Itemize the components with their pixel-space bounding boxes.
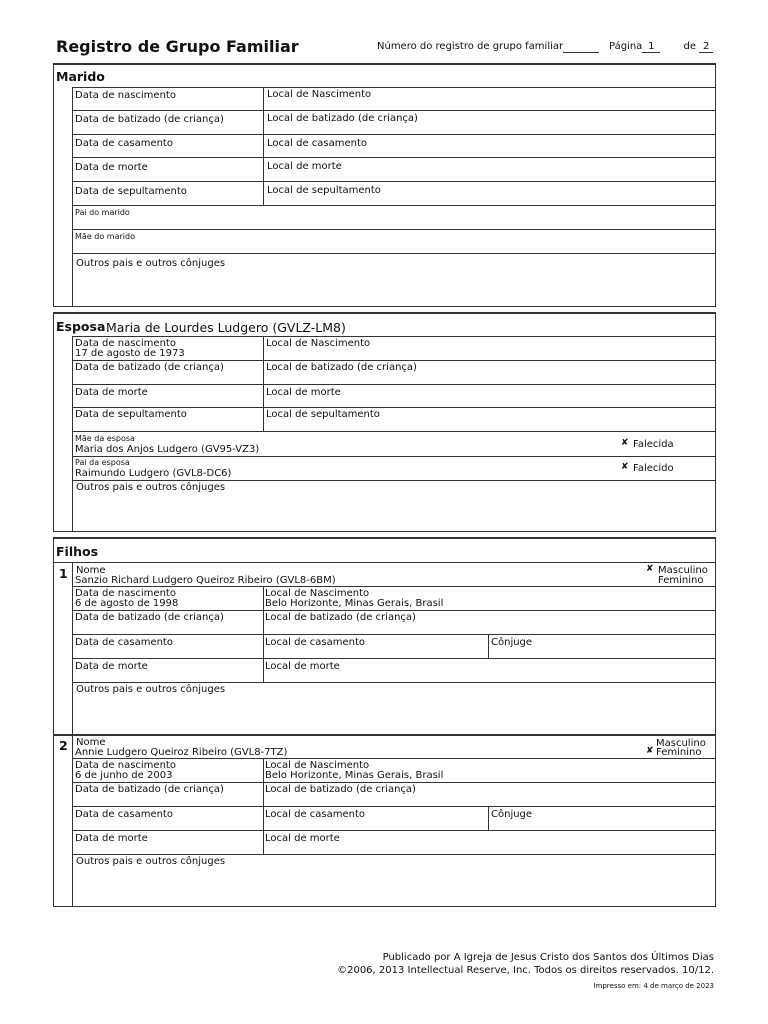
child-number: 1 (59, 566, 68, 581)
record-number-field (377, 41, 599, 53)
wife-birth-place[interactable]: Local de Nascimento (266, 338, 371, 349)
child-name[interactable]: Annie Ludgero Queiroz Ribeiro (GVL8-7TZ) (75, 747, 288, 758)
child-birth-date-label: Data de nascimento (75, 760, 176, 771)
child-death-date[interactable]: Data de morte (75, 833, 148, 844)
sex-check-icon[interactable]: ✘ (646, 746, 654, 756)
child-death-place[interactable]: Local de morte (265, 661, 340, 672)
child-number: 2 (59, 738, 68, 753)
child-birth-date-label: Data de nascimento (75, 588, 176, 599)
child-marriage-place[interactable]: Local de casamento (265, 809, 366, 820)
wife-baptism-date[interactable]: Data de batizado (de criança) (75, 362, 224, 373)
child-birth-date[interactable]: 6 de agosto de 1998 (75, 598, 179, 609)
child-birth-place[interactable]: Belo Horizonte, Minas Gerais, Brasil (265, 770, 444, 781)
child-name[interactable]: Sanzio Richard Ludgero Queiroz Ribeiro (GVL8-6BM) (75, 575, 336, 586)
wife-death-date[interactable]: Data de morte (75, 387, 148, 398)
child-name-label: Nome (76, 737, 106, 748)
wife-name[interactable]: Maria de Lourdes Ludgero (GVLZ-LM8) (106, 320, 346, 335)
record-number-label: Número do registro de grupo familiar (377, 41, 564, 52)
child-birth-place-label: Local de Nascimento (265, 588, 370, 599)
husband-baptism-place[interactable]: Local de batizado (de criança) (267, 113, 418, 124)
husband-burial-place[interactable]: Local de sepultamento (267, 185, 381, 196)
child-death-date[interactable]: Data de morte (75, 661, 148, 672)
wife-father-status: Falecido (633, 463, 674, 474)
husband-birth-date[interactable]: Data de nascimento (75, 90, 176, 101)
husband-burial-date[interactable]: Data de sepultamento (75, 186, 187, 197)
wife-mother[interactable]: Maria dos Anjos Ludgero (GV95-VZ3) (75, 444, 260, 455)
wife-baptism-place[interactable]: Local de batizado (de criança) (266, 362, 417, 373)
child-marriage-date[interactable]: Data de casamento (75, 809, 173, 820)
child-other-parents[interactable]: Outros pais e outros cônjuges (76, 684, 226, 695)
child-birth-place[interactable]: Belo Horizonte, Minas Gerais, Brasil (265, 598, 444, 609)
husband-birth-place[interactable]: Local de Nascimento (267, 89, 372, 100)
wife-birth-date-label: Data de nascimento (75, 338, 176, 349)
child-spouse[interactable]: Cônjuge (491, 637, 533, 648)
child-female[interactable]: Feminino (658, 575, 704, 586)
wife-other-parents[interactable]: Outros pais e outros cônjuges (76, 482, 226, 493)
husband-mother[interactable]: Mãe do marido (75, 232, 135, 241)
child-marriage-date[interactable]: Data de casamento (75, 637, 173, 648)
child-death-place[interactable]: Local de morte (265, 833, 340, 844)
wife-father[interactable]: Raimundo Ludgero (GVL8-DC6) (75, 468, 232, 479)
child-birth-date[interactable]: 6 de junho de 2003 (75, 770, 173, 781)
footer-copyright: ©2006, 2013 Intellectual Reserve, Inc. Todos os direitos reservados. 10/12. (337, 965, 714, 976)
wife-mother-status: Falecida (633, 439, 674, 450)
deceased-check-icon[interactable]: ✘ (621, 438, 629, 448)
husband-father[interactable]: Pai do marido (75, 208, 130, 217)
wife-birth-date[interactable]: 17 de agosto de 1973 (75, 348, 185, 359)
page-indicator (609, 41, 713, 53)
child-baptism-date[interactable]: Data de batizado (de criança) (75, 784, 224, 795)
sex-check-icon[interactable]: ✘ (646, 564, 654, 574)
husband-heading: Marido (56, 69, 105, 84)
child-baptism-date[interactable]: Data de batizado (de criança) (75, 612, 224, 623)
child-marriage-place[interactable]: Local de casamento (265, 637, 366, 648)
child-male[interactable]: Masculino (658, 565, 708, 576)
child-baptism-place[interactable]: Local de batizado (de criança) (265, 784, 416, 795)
page-title: Registro de Grupo Familiar (56, 37, 299, 56)
wife-burial-place[interactable]: Local de sepultamento (266, 409, 380, 420)
children-heading: Filhos (56, 544, 99, 559)
husband-baptism-date[interactable]: Data de batizado (de criança) (75, 114, 224, 125)
page-label: Página (609, 41, 643, 52)
page-number: 1 (642, 41, 660, 53)
wife-father-label: Pai da esposa (75, 458, 130, 467)
child-name-label: Nome (76, 565, 106, 576)
wife-heading: Esposa (56, 319, 106, 334)
child-other-parents[interactable]: Outros pais e outros cônjuges (76, 856, 226, 867)
deceased-check-icon[interactable]: ✘ (621, 462, 629, 472)
husband-marriage-date[interactable]: Data de casamento (75, 138, 173, 149)
child-baptism-place[interactable]: Local de batizado (de criança) (265, 612, 416, 623)
husband-other-parents[interactable]: Outros pais e outros cônjuges (76, 258, 226, 269)
child-female[interactable]: Feminino (656, 747, 702, 758)
child-male[interactable]: Masculino (656, 738, 706, 749)
husband-death-date[interactable]: Data de morte (75, 162, 148, 173)
child-birth-place-label: Local de Nascimento (265, 760, 370, 771)
wife-mother-label: Mãe da esposa (75, 434, 135, 443)
footer-publisher: Publicado por A Igreja de Jesus Cristo dos Santos dos Últimos Dias (382, 952, 714, 963)
wife-death-place[interactable]: Local de morte (266, 387, 341, 398)
husband-marriage-place[interactable]: Local de casamento (267, 138, 368, 149)
footer-printed-date: Impresso em: 4 de março de 2023 (593, 982, 714, 990)
husband-death-place[interactable]: Local de morte (267, 161, 342, 172)
of-label: de (683, 41, 696, 52)
page-total: 2 (699, 41, 713, 53)
child-spouse[interactable]: Cônjuge (491, 809, 533, 820)
wife-burial-date[interactable]: Data de sepultamento (75, 409, 187, 420)
